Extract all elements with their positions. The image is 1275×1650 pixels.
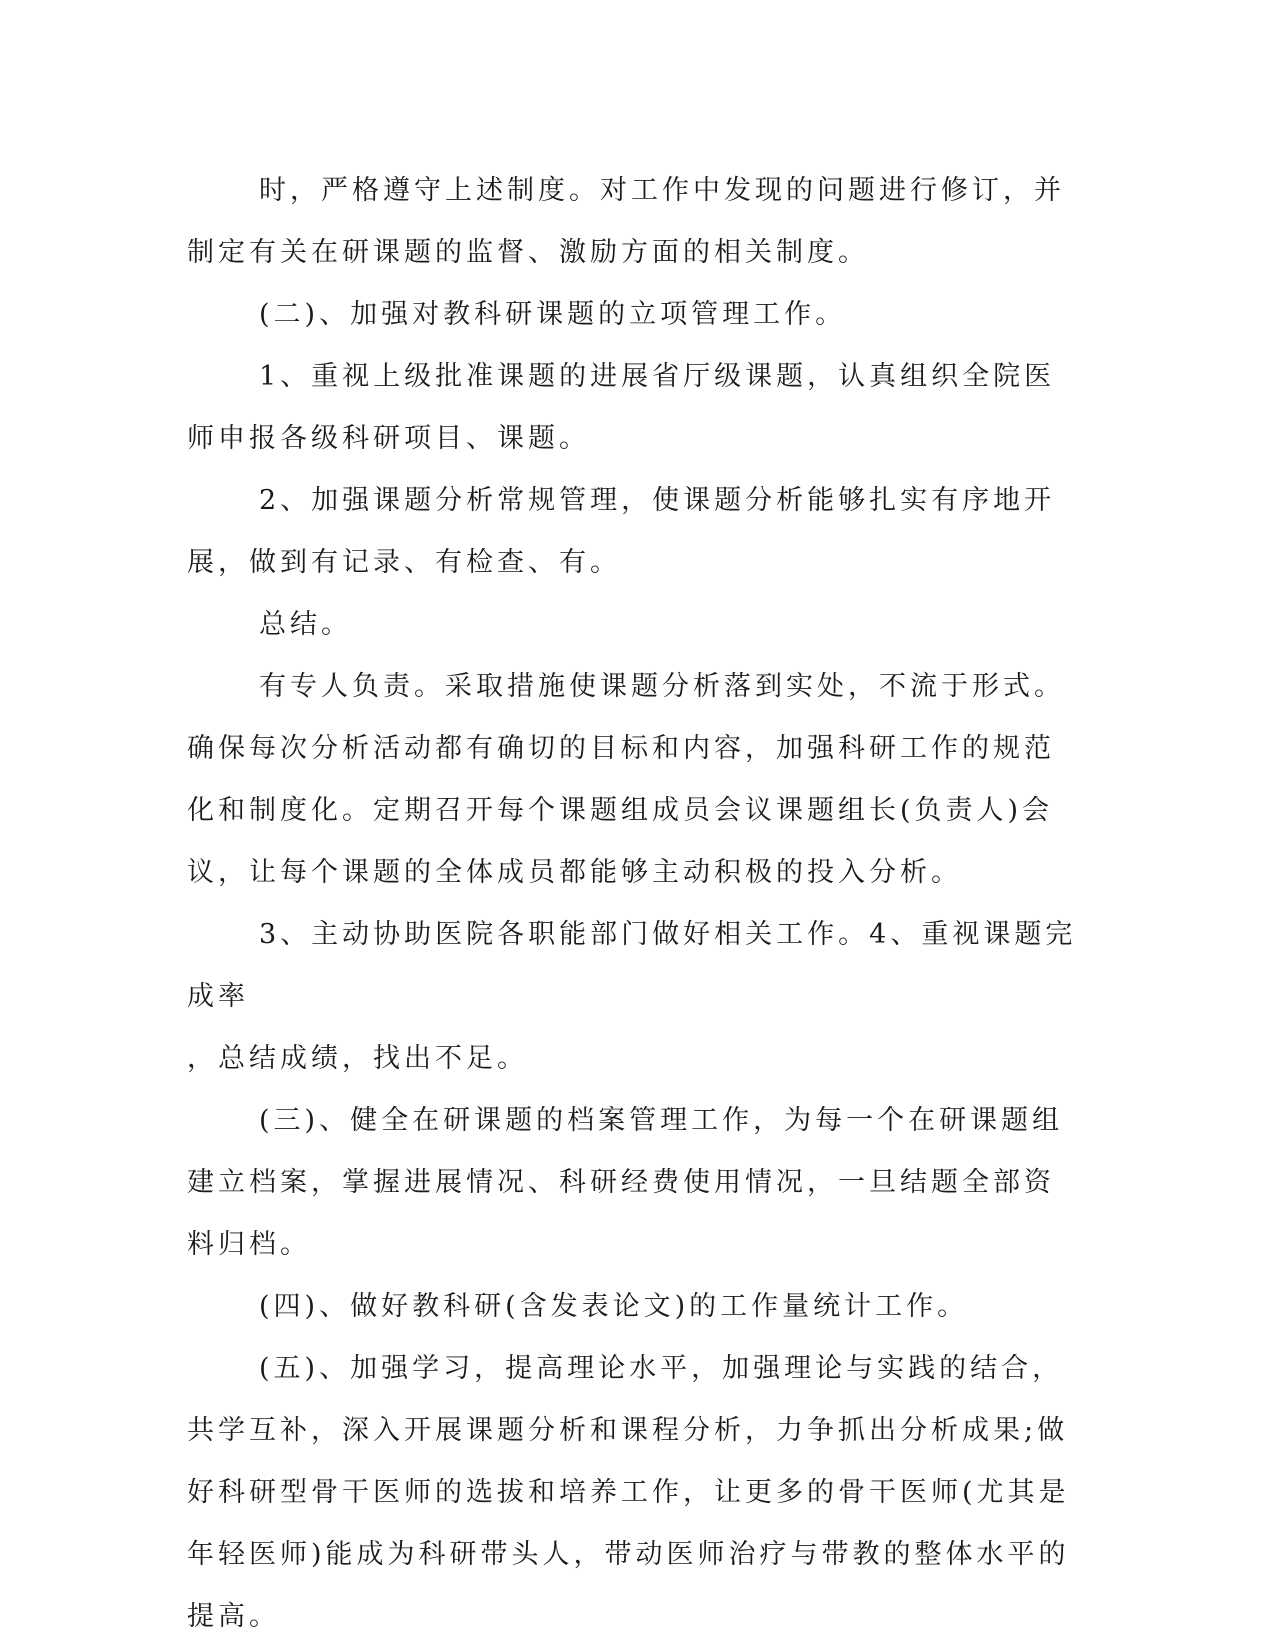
- paragraph-7: 3、主动协助医院各职能部门做好相关工作。4、重视课题完成率: [187, 919, 1077, 1012]
- paragraph-11: (五)、加强学习，提高理论水平，加强理论与实践的结合，共学互补，深入开展课题分析和课程分析，力争抓出分析成果;做好科研型骨干医师的选拔和培养工作，让更多的骨干医师(尤其是年轻医师)能成为科研带头人，带动医师治疗与带教的整体水平的提高。: [187, 1353, 1070, 1632]
- paragraph-4: 2、加强课题分析常规管理，使课题分析能够扎实有序地开展，做到有记录、有检查、有。: [187, 485, 1056, 578]
- paragraph-6: 有专人负责。采取措施使课题分析落到实处，不流于形式。确保每次分析活动都有确切的目标和内容，加强科研工作的规范化和制度化。定期召开每个课题组成员会议课题组长(负责人)会议，让每个课题的全体成员都能够主动积极的投入分析。: [187, 671, 1065, 888]
- paragraph-9: (三)、健全在研课题的档案管理工作，为每一个在研课题组建立档案，掌握进展情况、科研经费使用情况，一旦结题全部资料归档。: [187, 1105, 1064, 1260]
- paragraph-8: ，总结成绩，找出不足。: [187, 1043, 528, 1074]
- paragraph-2: (二)、加强对教科研课题的立项管理工作。: [259, 299, 847, 330]
- paragraph-5: 总结。: [259, 609, 352, 640]
- paragraph-3: 1、重视上级批准课题的进展省厅级课题，认真组织全院医师申报各级科研项目、课题。: [187, 361, 1056, 454]
- paragraph-10: (四)、做好教科研(含发表论文)的工作量统计工作。: [259, 1291, 969, 1322]
- document-body: [187, 160, 1077, 1648]
- paragraph-1: 时，严格遵守上述制度。对工作中发现的问题进行修订，并制定有关在研课题的监督、激励方面的相关制度。: [187, 175, 1065, 268]
